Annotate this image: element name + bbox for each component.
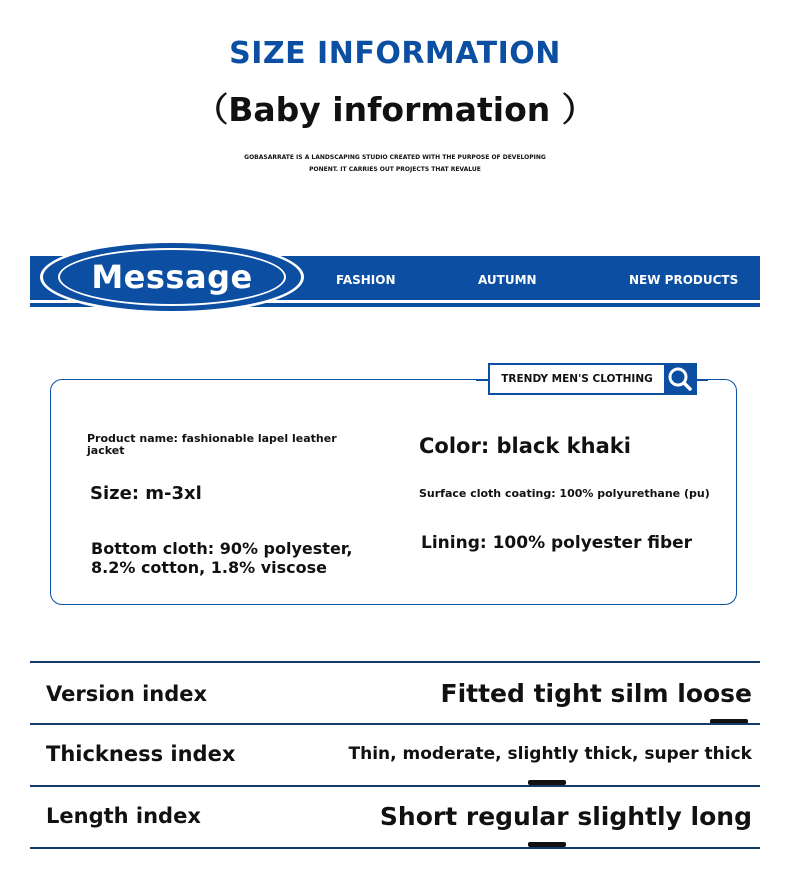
bottom-cloth (91, 539, 352, 577)
logo-text: Message (91, 258, 253, 296)
nav-new-products[interactable]: NEW PRODUCTS (629, 273, 739, 287)
page-subtitle: （Baby information ） (195, 90, 595, 129)
product-color: Color: black khaki (419, 434, 631, 458)
bottom-cloth-line-2: 8.2% cotton, 1.8% viscose (91, 558, 327, 577)
version-index-value: Fitted tight silm loose (440, 679, 752, 708)
nav-fashion[interactable]: FASHION (336, 273, 396, 287)
divider (30, 661, 760, 663)
nav-autumn[interactable]: AUTUMN (478, 273, 537, 287)
page-title: SIZE INFORMATION (229, 36, 561, 71)
search-bar[interactable] (476, 363, 708, 397)
lining: Lining: 100% polyester fiber (421, 533, 693, 553)
tagline-line-1: GOBASARRATE IS A LANDSCAPING STUDIO CREATED WITH THE PURPOSE OF DEVELOPING (244, 154, 546, 161)
divider (30, 785, 760, 787)
divider (30, 847, 760, 849)
search-connector-left (476, 379, 488, 381)
thickness-index-value: Thin, moderate, slightly thick, super thick (348, 744, 752, 764)
length-index-value: Short regular slightly long (379, 802, 752, 831)
tagline-line-2: PONENT. IT CARRIES OUT PROJECTS THAT REVALUE (309, 166, 481, 173)
logo-badge (58, 248, 286, 306)
thickness-index-label: Thickness index (46, 742, 236, 766)
tagline (195, 152, 595, 176)
search-button[interactable] (664, 363, 697, 395)
length-index-label: Length index (46, 804, 201, 828)
search-icon (664, 363, 697, 395)
search-connector-right (696, 379, 708, 381)
bottom-cloth-line-1: Bottom cloth: 90% polyester, (91, 539, 353, 558)
product-name: Product name: fashionable lapel leather jacket (87, 432, 337, 457)
surface-coating: Surface cloth coating: 100% polyurethane (pu) (419, 487, 710, 500)
search-text: TRENDY MEN'S CLOTHING (501, 373, 653, 385)
version-index-label: Version index (46, 682, 208, 706)
divider (30, 723, 760, 725)
product-size: Size: m-3xl (90, 483, 202, 504)
search-input[interactable] (488, 363, 664, 395)
